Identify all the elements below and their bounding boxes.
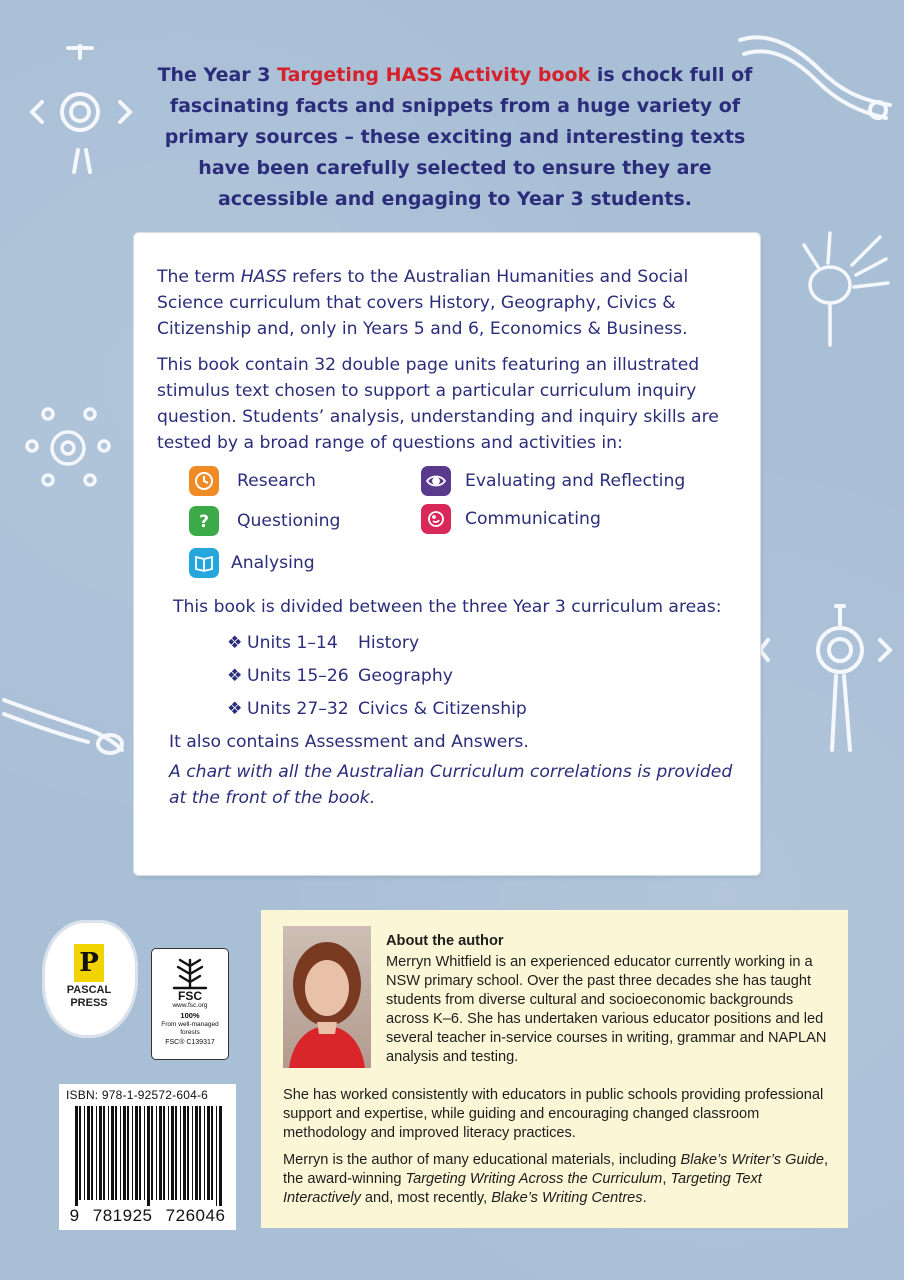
- barcode-bar: [211, 1106, 213, 1200]
- skills-list: [157, 466, 747, 584]
- book-title: Targeting Text Interactively: [283, 1171, 762, 1206]
- doodle-dots-left: [18, 400, 128, 500]
- barcode-bar: [180, 1106, 181, 1200]
- assessment-note: It also contains Assessment and Answers.: [169, 732, 529, 752]
- publisher-name-line2: PRESS: [70, 997, 108, 1009]
- bullet-icon: ❖: [227, 698, 243, 719]
- barcode-bar: [91, 1106, 93, 1200]
- barcode-bar: [147, 1106, 150, 1206]
- barcode-bar: [199, 1106, 201, 1200]
- barcode-bars: [73, 1106, 223, 1206]
- barcode-bar: [120, 1106, 121, 1200]
- author-intro: [386, 932, 836, 1067]
- barcode-bar: [207, 1106, 210, 1200]
- publisher-mark: [74, 944, 104, 982]
- barcode-bar: [163, 1106, 165, 1200]
- bio-text: , the award-winning: [283, 1152, 829, 1187]
- area-row-geography: [227, 659, 747, 692]
- skill-evaluating: [421, 466, 685, 496]
- author-bio-2: She has worked consistently with educators in public schools providing professional support and expertise, while guiding and encouraging changed classroom methodology and improved literacy practices.: [283, 1087, 824, 1141]
- barcode-bar: [75, 1106, 78, 1206]
- curriculum-chart-note: A chart with all the Australian Curriculum correlations is provided at the front of the book.: [169, 762, 733, 808]
- publisher-mark-letter: P: [79, 948, 99, 978]
- intro-book-title: Targeting HASS Activity book: [277, 64, 591, 86]
- author-bio-1: Merryn Whitfield is an experienced educator currently working in a NSW primary school. Over the past three decades she has taught students from diverse cultural and socioeconomic backgrounds across K–6. She has undertaken various educator positions and led several teacher in-service courses in writing, grammar and NAPLAN analysis and testing.: [386, 954, 827, 1065]
- about-author-box: [261, 910, 848, 1228]
- barcode-bar: [195, 1106, 198, 1200]
- barcode-bar: [151, 1106, 153, 1200]
- author-bio-more: [283, 1086, 836, 1216]
- book-icon: [189, 548, 219, 578]
- barcode-bar: [111, 1106, 114, 1200]
- barcode-bar: [135, 1106, 138, 1200]
- barcode-bar: [171, 1106, 174, 1200]
- area-row-civics: [227, 692, 747, 725]
- barcode-bar: [204, 1106, 205, 1200]
- fsc-description: From well-managed forests: [161, 1021, 219, 1036]
- bio-text: ,: [662, 1171, 671, 1187]
- hass-term: HASS: [240, 267, 287, 287]
- area-subject: History: [358, 632, 420, 653]
- skill-communicating: [421, 504, 601, 534]
- publisher-name-line1: PASCAL: [66, 984, 112, 996]
- clock-icon: [189, 466, 219, 496]
- doodle-spiral-top-left: [28, 40, 138, 180]
- barcode-bar: [187, 1106, 189, 1200]
- area-subject: Civics & Citizenship: [358, 698, 527, 719]
- area-units: Units 27–32: [247, 698, 349, 719]
- skill-label: Evaluating and Reflecting: [465, 471, 686, 491]
- barcode-bar: [175, 1106, 177, 1200]
- barcode-bar: [183, 1106, 186, 1200]
- barcode-bar: [84, 1106, 85, 1200]
- barcode-bar: [115, 1106, 117, 1200]
- barcode-bar: [219, 1106, 222, 1206]
- area-row-history: [227, 626, 747, 659]
- area-units: Units 15–26: [247, 665, 349, 686]
- fsc-code: FSC® C139317: [165, 1039, 215, 1046]
- hass-definition-start: The term: [157, 267, 241, 287]
- barcode-bar: [139, 1106, 141, 1200]
- intro-text-start: The Year 3: [157, 64, 278, 86]
- about-author-title: About the author: [386, 933, 504, 949]
- barcode-bar: [99, 1106, 102, 1200]
- publisher-logo: [54, 944, 124, 1018]
- bio-text: .: [642, 1190, 647, 1206]
- barcode-bar: [132, 1106, 133, 1200]
- skill-label: Questioning: [237, 511, 341, 531]
- barcode-bar: [156, 1106, 157, 1200]
- fsc-certification: [151, 948, 229, 1060]
- doodle-lizard-left: [0, 680, 130, 770]
- speech-face-icon: [421, 504, 451, 534]
- area-subject: Geography: [358, 665, 453, 686]
- author-photo: [283, 926, 371, 1068]
- area-units: Units 1–14: [247, 632, 338, 653]
- info-panel-content: [157, 264, 747, 811]
- book-title: Targeting Writing Across the Curriculum: [405, 1171, 663, 1187]
- barcode-bar: [123, 1106, 126, 1200]
- doodle-figure-right: [760, 600, 900, 770]
- barcode-digit-group: 726046: [165, 1206, 226, 1225]
- hass-definition: [157, 264, 747, 342]
- isbn-number: ISBN: 978-1-92572-604-6: [66, 1088, 209, 1102]
- skill-questioning: [189, 506, 340, 536]
- skill-label: Research: [237, 471, 316, 491]
- curriculum-areas-intro: This book is divided between the three Year 3 curriculum areas:: [173, 597, 722, 617]
- skill-research: [189, 466, 316, 496]
- bio-text: and, most recently,: [360, 1190, 492, 1206]
- curriculum-areas: [157, 594, 747, 811]
- barcode-bar: [144, 1106, 145, 1200]
- author-bio-3: [283, 1151, 836, 1208]
- svg-text:?: ?: [199, 512, 209, 532]
- barcode-bar: [108, 1106, 109, 1200]
- barcode-bar: [216, 1106, 217, 1206]
- intro-blurb: [150, 60, 760, 215]
- intro-text-rest: is chock full of fascinating facts and snippets from a huge variety of primary sources – these exciting and interesting texts have been carefully selected to ensure they are accessible and engaging to Year 3 students.: [164, 64, 753, 210]
- doodle-sun-right: [790, 225, 890, 355]
- barcode-digit-group: 9: [69, 1206, 80, 1225]
- hass-definition-rest: refers to the Australian Humanities and Social Science curriculum that covers History, Geography, Civics & Citizenship and, only in Years 5 and 6, Economics & Business.: [157, 267, 689, 339]
- barcode-bar: [127, 1106, 129, 1200]
- skill-label: Communicating: [465, 509, 601, 529]
- barcode-bar: [87, 1106, 90, 1200]
- book-contents-description: This book contain 32 double page units featuring an illustrated stimulus text chosen to support a particular curriculum inquiry question. Students’ analysis, understanding and inquiry skills are tested by a broad range of questions and activities in:: [157, 355, 719, 453]
- book-title: Blake’s Writing Centres: [491, 1190, 643, 1206]
- fsc-tree-icon: [170, 954, 210, 990]
- barcode-bar: [159, 1106, 162, 1200]
- barcode-bar: [103, 1106, 105, 1200]
- question-icon: [189, 506, 219, 536]
- bio-text: Merryn is the author of many educational materials, including: [283, 1152, 681, 1168]
- fsc-label: FSC: [178, 989, 202, 1003]
- barcode-bar: [79, 1106, 81, 1200]
- skill-analysing: [189, 548, 315, 578]
- bullet-icon: ❖: [227, 665, 243, 686]
- fsc-percent: 100%: [180, 1011, 200, 1020]
- isbn-barcode: [59, 1084, 236, 1230]
- fsc-site: www.fsc.org: [172, 1002, 208, 1009]
- barcode-digits: [59, 1206, 236, 1226]
- eye-icon: [421, 466, 451, 496]
- book-title: Blake’s Writer’s Guide: [680, 1152, 825, 1168]
- barcode-digit-group: 781925: [92, 1206, 153, 1225]
- barcode-bar: [96, 1106, 97, 1200]
- info-panel: [137, 236, 757, 872]
- bullet-icon: ❖: [227, 632, 243, 653]
- barcode-bar: [192, 1106, 193, 1200]
- barcode-bar: [168, 1106, 169, 1200]
- skill-label: Analysing: [231, 553, 315, 573]
